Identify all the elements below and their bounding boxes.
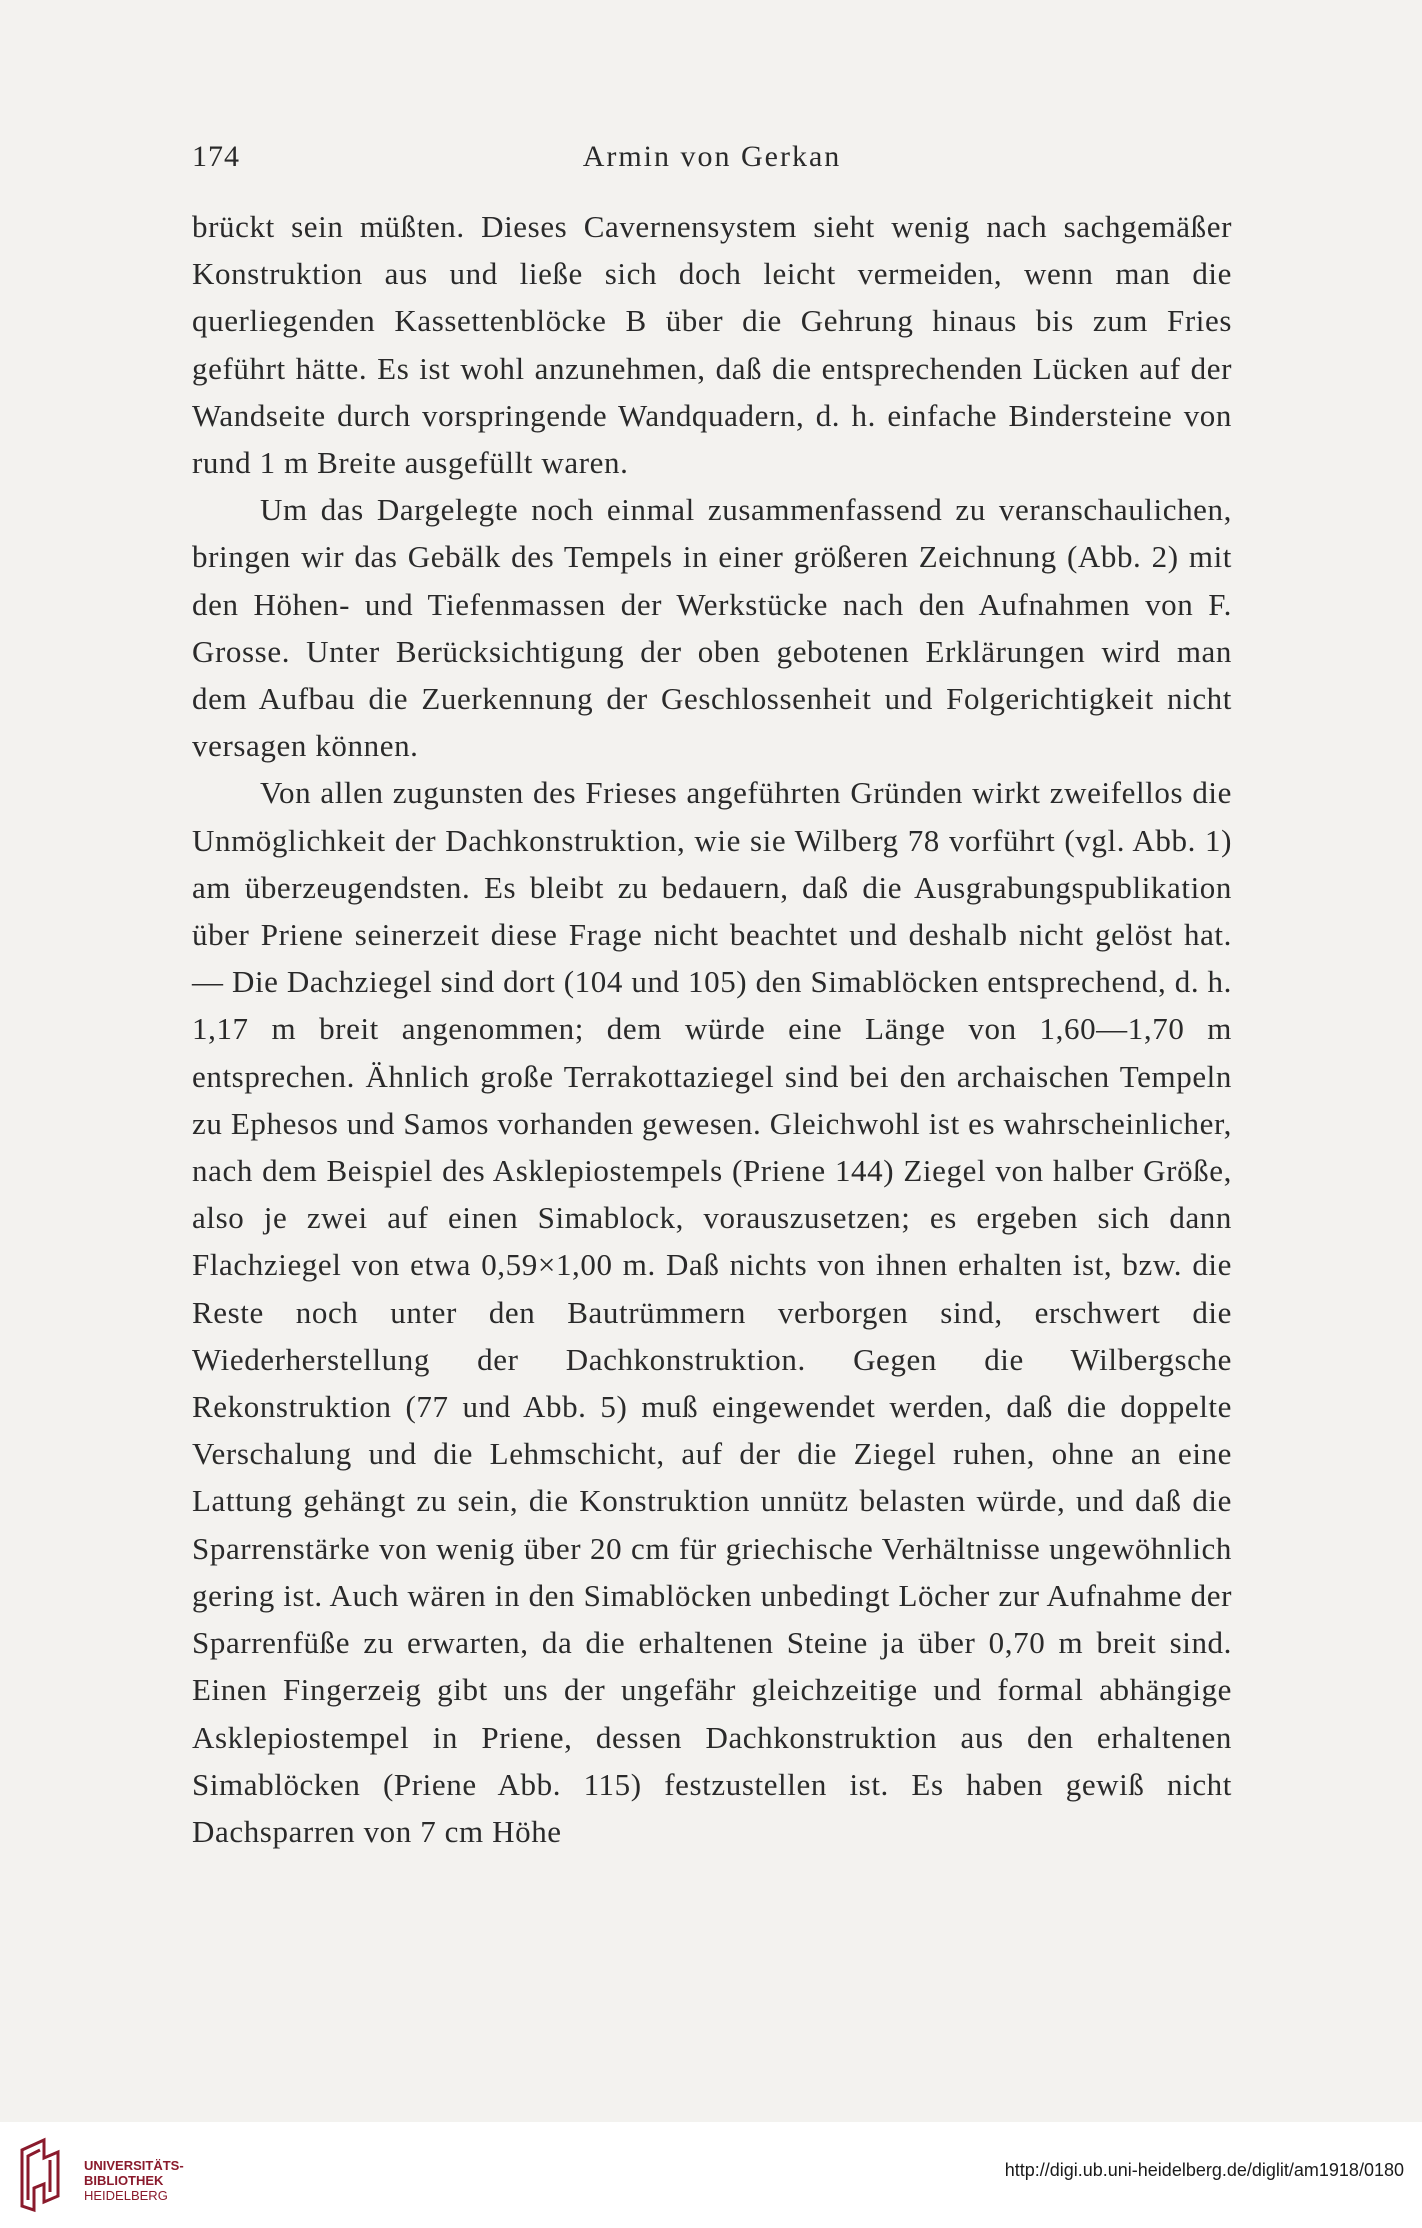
running-head bbox=[192, 140, 1232, 180]
library-logo-icon bbox=[14, 2136, 70, 2214]
library-name-line-3: HEIDELBERG bbox=[84, 2188, 168, 2203]
running-title: Armin von Gerkan bbox=[582, 140, 842, 173]
body-text bbox=[192, 203, 1232, 1855]
paragraph-1: brückt sein müßten. Dieses Cavernensystem sieht wenig nach sachgemäßer Konstruktion aus und ließe sich doch leicht vermeiden, wenn man die querliegenden Kassettenblöcke B über die Gehrung hinaus bis zum Fries geführt hätte. Es ist wohl anzunehmen, daß die entsprechenden Lücken auf der Wandseite durch vorspringende Wandquadern, d. h. einfache Bindersteine von rund 1 m Breite ausgefüllt waren. bbox=[192, 209, 1232, 481]
page-number: 174 bbox=[192, 140, 240, 173]
source-url-link[interactable]: http://digi.ub.uni-heidelberg.de/diglit/am1918/0180 bbox=[1004, 2160, 1404, 2180]
library-name-line-1: UNIVERSITÄTS- bbox=[84, 2158, 184, 2173]
footer-bar bbox=[0, 2122, 1422, 2228]
library-name-line-2: BIBLIOTHEK bbox=[84, 2173, 164, 2188]
paragraph-2: Um das Dargelegte noch einmal zusammenfassend zu veranschaulichen, bringen wir das Gebälk des Tempels in einer größeren Zeichnung (Abb. 2) mit den Höhen- und Tiefenmassen der Werkstücke nach den Aufnahmen von F. Grosse. Unter Berücksichtigung der oben gebotenen Erklärungen wird man dem Aufbau die Zuerkennung der Geschlossenheit und Folgerichtigkeit nicht versagen können. bbox=[192, 492, 1232, 764]
paragraph-3: Von allen zugunsten des Frieses angeführten Gründen wirkt zweifellos die Unmöglichkeit der Dachkonstruktion, wie sie Wilberg 78 vorführt (vgl. Abb. 1) am überzeugendsten. Es bleibt zu bedauern, daß die Ausgrabungspublikation über Priene seinerzeit diese Frage nicht beachtet und deshalb nicht gelöst hat. — Die Dachziegel sind dort (104 und 105) den Simablöcken entsprechend, d. h. 1,17 m breit angenommen; dem würde eine Länge von 1,60—1,70 m entsprechen. Ähnlich große Terrakottaziegel sind bei den archaischen Tempeln zu Ephesos und Samos vorhanden gewesen. Gleichwohl ist es wahrscheinlicher, nach dem Beispiel des Asklepiostempels (Priene 144) Ziegel von halber Größe, also je zwei auf einen Simablock, vorauszusetzen; es ergeben sich dann Flachziegel von etwa 0,59×1,00 m. Daß nichts von ihnen erhalten ist, bzw. die Reste noch unter den Bautrümmern verborgen sind, erschwert die Wiederherstellung der Dachkonstruktion. Gegen die Wilbergsche Rekonstruktion (77 und Abb. 5) muß eingewendet werden, daß die doppelte Verschalung und die Lehmschicht, auf der die Ziegel ruhen, ohne an eine Lattung gehängt zu sein, die Konstruktion unnütz belasten würde, und daß die Sparrenstärke von wenig über 20 cm für griechische Verhältnisse ungewöhnlich gering ist. Auch wären in den Simablöcken unbedingt Löcher zur Aufnahme der Sparrenfüße zu erwarten, da die erhaltenen Steine ja über 0,70 m breit sind. Einen Fingerzeig gibt uns der ungefähr gleichzeitige und formal abhängige Asklepiostempel in Priene, dessen Dachkonstruktion aus den erhaltenen Simablöcken (Priene Abb. 115) festzustellen ist. Es haben gewiß nicht Dachsparren von 7 cm Höhe bbox=[192, 775, 1232, 1849]
library-name bbox=[84, 2158, 184, 2203]
